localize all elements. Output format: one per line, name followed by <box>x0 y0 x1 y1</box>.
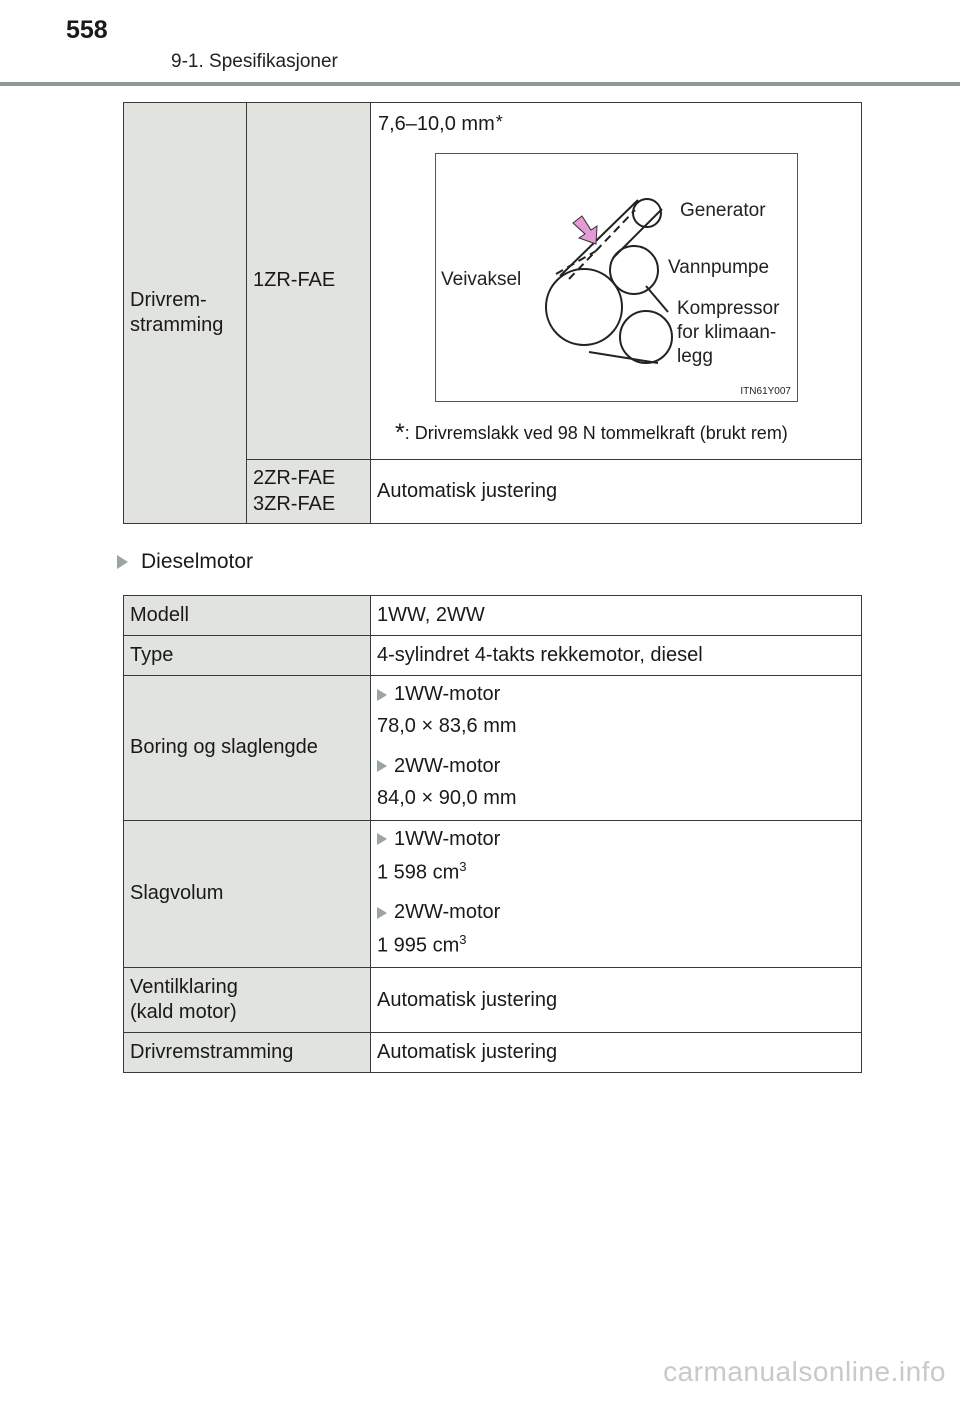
page-number: 558 <box>66 16 108 44</box>
compressor-label: Kompressor for klimaan- legg <box>677 298 780 367</box>
bullet-triangle-icon <box>117 555 128 569</box>
generator-label: Generator <box>680 200 766 222</box>
bullet-triangle-icon <box>377 833 387 845</box>
section-title: 9-1. Spesifikasjoner <box>171 51 338 72</box>
bore-1ww-value: 78,0 × 83,6 mm <box>377 715 517 738</box>
engine-2zr-3zr-cell: 2ZR-FAE 3ZR-FAE <box>247 460 371 524</box>
displacement-2ww-value: 1 995 $cm^3$ <box>377 932 467 958</box>
bore-value-cell <box>371 676 862 821</box>
bore-1ww-heading: 1WW-motor <box>377 682 855 707</box>
auto-adjust-cell: Automatisk justering <box>371 460 862 524</box>
belt-tension-table <box>123 102 862 524</box>
displacement-1ww-heading: 1WW-motor <box>377 827 855 852</box>
belt-value-cell <box>371 103 862 460</box>
valve-clearance-value: Automatisk justering <box>371 968 862 1033</box>
engine-1zr-cell: 1ZR-FAE <box>247 103 371 460</box>
crankshaft-pulley <box>546 269 622 345</box>
compressor-pulley <box>620 311 672 363</box>
displacement-2ww-heading: 2WW-motor <box>377 900 855 925</box>
diesel-belt-value: Automatisk justering <box>371 1033 862 1073</box>
displacement-label: Slagvolum <box>124 820 371 968</box>
bullet-triangle-icon <box>377 760 387 772</box>
valve-clearance-label: Ventilklaring (kald motor) <box>124 968 371 1033</box>
bore-label: Boring og slaglengde <box>124 676 371 821</box>
displacement-value-cell <box>371 820 862 968</box>
model-value: 1WW, 2WW <box>371 596 862 636</box>
bullet-triangle-icon <box>377 689 387 701</box>
displacement-1ww-value: 1 598 $cm^3$ <box>377 858 467 884</box>
belt-deflection-value: 7,6–10,0 mm* <box>378 112 503 135</box>
crankshaft-label: Veivaksel <box>441 269 522 291</box>
belt-diagram <box>435 153 798 402</box>
type-label: Type <box>124 636 371 676</box>
diesel-spec-table <box>123 595 862 1073</box>
illustration-code: ITN61Y007 <box>740 385 791 397</box>
watermark: carmanualsonline.info <box>663 1356 946 1387</box>
bullet-triangle-icon <box>377 907 387 919</box>
force-arrow <box>573 216 597 244</box>
belt-footnote: *: Drivremslakk ved 98 N tommelkraft (brukt rem) <box>395 419 788 448</box>
belt-tension-label: Drivrem- stramming <box>124 103 247 524</box>
model-label: Modell <box>124 596 371 636</box>
bore-2ww-heading: 2WW-motor <box>377 754 855 779</box>
water-pump-label: Vannpumpe <box>668 257 770 279</box>
type-value: 4-sylindret 4-takts rekkemotor, diesel <box>371 636 862 676</box>
diesel-heading: Dieselmotor <box>117 550 253 574</box>
header-rule <box>0 82 960 86</box>
diesel-belt-label: Drivremstramming <box>124 1033 371 1073</box>
bore-2ww-value: 84,0 × 90,0 mm <box>377 787 517 810</box>
